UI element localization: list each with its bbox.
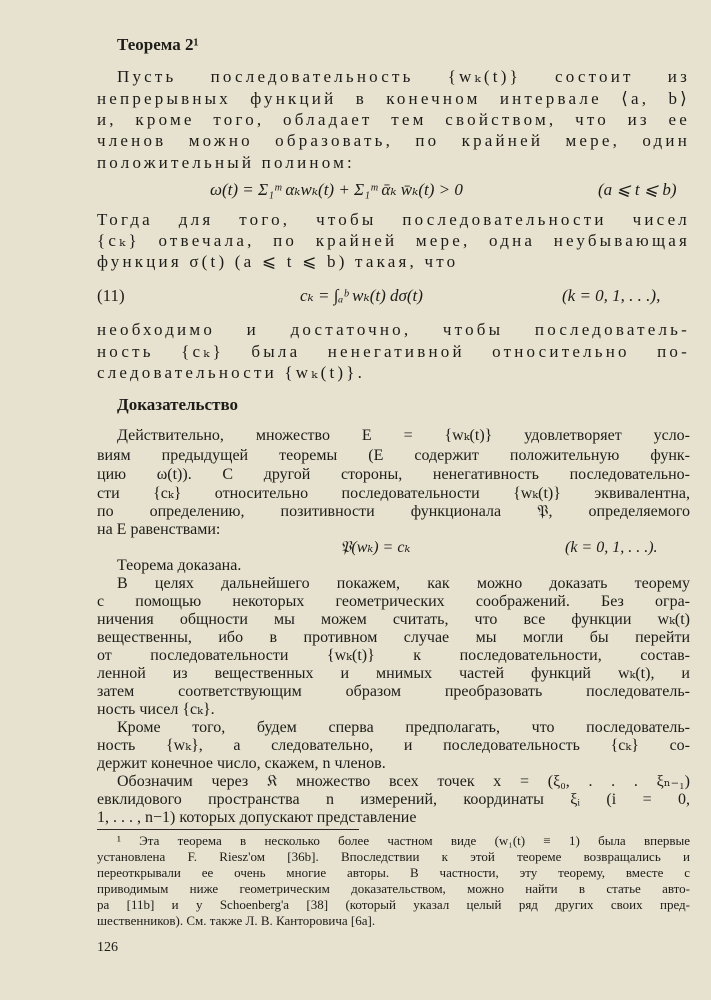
formula-1: ω(t) = Σ₁ᵐ αₖwₖ(t) + Σ₁ᵐ ᾱₖ w̄ₖ(t) > 0 bbox=[210, 180, 463, 199]
text-line: следовательности {wₖ(t)}. bbox=[97, 363, 366, 382]
text-line: Пусть последовательность {wₖ(t)} состоит из bbox=[117, 67, 690, 86]
text-line: 1, . . . , n−1) которых допускают представление bbox=[97, 809, 417, 826]
text-line: сти {cₖ} относительно последовательности {wₖ(t)} эквивалентна, bbox=[97, 485, 690, 502]
footnote-line: шественников). См. также Л. В. Канторовича [6a]. bbox=[97, 913, 376, 928]
theorem-title: Теорема 2¹ bbox=[117, 35, 199, 54]
text-line: необходимо и достаточно, чтобы последователь- bbox=[97, 320, 690, 339]
formula-3-condition: (k = 0, 1, . . .). bbox=[565, 539, 658, 556]
text-line: и, кроме того, обладает тем свойством, что из ее bbox=[97, 110, 690, 129]
text-line: Обозначим через 𝔎 множество всех точек x = (ξ₀, . . . ξₙ₋₁) bbox=[117, 773, 690, 790]
text-line: по определению, позитивности функционала 𝔓, определяемого bbox=[97, 503, 690, 520]
equation-number: (11) bbox=[97, 286, 125, 305]
footnote-line: приводимым ниже геометрическим доказательством, можно найти в статье авто- bbox=[97, 881, 690, 896]
footnote-divider bbox=[97, 829, 359, 830]
text-line: от последовательности {wₖ(t)} к последовательности, состав- bbox=[97, 647, 690, 664]
formula-3: 𝔓(wₖ) = cₖ bbox=[340, 539, 411, 556]
text-line: держит конечное число, скажем, n членов. bbox=[97, 755, 386, 772]
footnote-line: переоткрывали ее очень многие авторы. В частности, эту теорему, вместе с bbox=[97, 865, 690, 880]
text-line: ленной из вещественных и мнимых частей функций wₖ(t), и bbox=[97, 665, 690, 682]
text-line: затем соответствующим образом преобразовать последователь- bbox=[97, 683, 690, 700]
footnote-line: ¹ Эта теорема в несколько более частном виде (w₁(t) ≡ 1) была впервые bbox=[117, 833, 690, 848]
text-line: {cₖ} отвечала, по крайней мере, одна неубывающая bbox=[97, 231, 690, 250]
text-line: ность {cₖ} была ненегативной относительно по- bbox=[97, 342, 690, 361]
text-line: Тогда для того, чтобы последовательности чисел bbox=[97, 210, 690, 229]
proof-end: Теорема доказана. bbox=[117, 557, 242, 574]
text-line: ность {wₖ}, а следовательно, и последовательность {cₖ} со- bbox=[97, 737, 690, 754]
text-line: ничения общности мы можем считать, что все функции wₖ(t) bbox=[97, 611, 690, 628]
text-line: членов можно образовать, по крайней мере, один bbox=[97, 131, 690, 150]
proof-title: Доказательство bbox=[117, 395, 239, 414]
text-line: на E равенствами: bbox=[97, 521, 221, 538]
footnote-line: ра [11b] и у Schoenberg'a [38] (который указал целый ряд других своих пред- bbox=[97, 897, 690, 912]
formula-2-condition: (k = 0, 1, . . .), bbox=[562, 286, 661, 305]
text-line: Кроме того, будем сперва предполагать, что последователь- bbox=[117, 719, 690, 736]
text-line: виям предыдущей теоремы (E содержит положительную функ- bbox=[97, 447, 690, 464]
text-line: вещественны, ибо в противном случае мы могли бы перейти bbox=[97, 629, 690, 646]
text-line: В целях дальнейшего покажем, как можно доказать теорему bbox=[117, 575, 690, 592]
text-line: положительный полином: bbox=[97, 153, 355, 172]
text-line: непрерывных функций в конечном интервале ⟨a, b⟩ bbox=[97, 89, 690, 108]
formula-1-condition: (a ⩽ t ⩽ b) bbox=[598, 180, 677, 199]
formula-2: cₖ = ∫ₐᵇ wₖ(t) dσ(t) bbox=[300, 286, 423, 305]
footnote-line: установлена F. Riesz'ом [36b]. Впоследствии к этой теореме возвращались и bbox=[97, 849, 690, 864]
page-number: 126 bbox=[97, 940, 118, 955]
text-line: евклидового пространства n измерений, координаты ξᵢ (i = 0, bbox=[97, 791, 690, 808]
text-line: цию ω(t)). С другой стороны, ненегативность последовательно- bbox=[97, 466, 690, 483]
text-line: ность чисел {cₖ}. bbox=[97, 701, 215, 718]
text-line: функция σ(t) (a ⩽ t ⩽ b) такая, что bbox=[97, 252, 459, 271]
text-line: с помощью некоторых геометрических соображений. Без огра- bbox=[97, 593, 690, 610]
text-line: Действительно, множество E = {wₖ(t)} удовлетворяет усло- bbox=[117, 427, 690, 444]
